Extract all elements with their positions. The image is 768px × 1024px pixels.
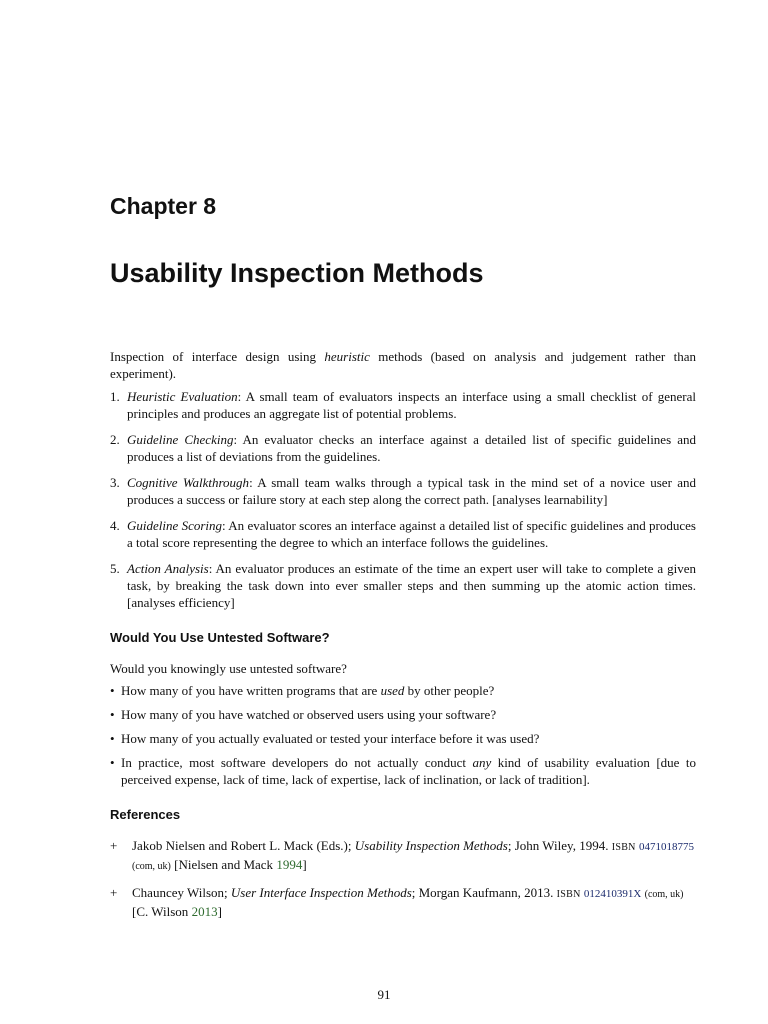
method-item: [110, 517, 696, 551]
method-description: : An evaluator scores an interface against a detailed list of specific guidelines and produces a total score representing the degree to which an interface follows the guidelines.: [127, 518, 696, 550]
citation-suffix: ]: [217, 904, 222, 919]
method-term: Heuristic Evaluation: [127, 389, 238, 404]
question-text-start: In practice, most software developers do not actually conduct: [121, 755, 473, 770]
reference-authors: Jakob Nielsen and Robert L. Mack (Eds.);: [132, 838, 355, 853]
citation-prefix: [C. Wilson: [132, 904, 192, 919]
bullet-marker: •: [110, 707, 115, 722]
method-term: Guideline Checking: [127, 432, 234, 447]
store-links[interactable]: (com, uk): [644, 889, 684, 900]
question-item: [110, 730, 696, 747]
isbn-label: ISBN: [611, 842, 636, 853]
chapter-title: Usability Inspection Methods: [110, 258, 484, 288]
page-body: [110, 348, 696, 929]
method-item: [110, 431, 696, 465]
reference-publisher: ; Morgan Kaufmann, 2013.: [411, 885, 557, 900]
question-emphasis: used: [380, 683, 405, 698]
method-number: 4.: [110, 518, 120, 533]
reference-title: Usability Inspection Methods: [354, 838, 508, 853]
method-item: [110, 560, 696, 611]
bullet-marker: •: [110, 683, 115, 698]
question-text-end: by other people?: [404, 683, 495, 698]
method-description: : An evaluator produces an estimate of the time an expert user will take to complete a given task, by breaking the task down into ever smaller steps and then summing up the atomic action times. [analyses efficiency]: [127, 561, 696, 610]
reference-title: User Interface Inspection Methods: [230, 885, 412, 900]
isbn-link[interactable]: 0471018775: [638, 841, 694, 853]
question-text-end: kind of usability evaluation [due to perceived expense, lack of time, lack of expertise, lack of inclination, or lack of tradition].: [121, 755, 696, 787]
chapter-label: Chapter 8: [110, 193, 217, 219]
reference-publisher: ; John Wiley, 1994.: [507, 838, 612, 853]
method-number: 1.: [110, 389, 120, 404]
page-number: 91: [377, 987, 391, 1002]
question-item: [110, 754, 696, 788]
method-number: 2.: [110, 432, 120, 447]
section-heading-untested: Would You Use Untested Software?: [110, 630, 330, 645]
reference-authors: Chauncey Wilson;: [132, 885, 231, 900]
method-item: [110, 474, 696, 508]
question-emphasis: any: [472, 755, 492, 770]
citation-prefix: [Nielsen and Mack: [174, 857, 277, 872]
question-item: [110, 706, 696, 723]
methods-list: [110, 388, 696, 611]
reference-marker: +: [110, 885, 118, 900]
untested-question: Would you knowingly use untested software?: [110, 661, 347, 676]
citation-year-link[interactable]: 2013: [191, 904, 218, 919]
intro-text-end: methods (based on analysis and judgement rather than experiment).: [110, 349, 697, 381]
method-term: Guideline Scoring: [127, 518, 223, 533]
method-number: 3.: [110, 475, 120, 490]
reference-marker: +: [110, 838, 118, 853]
questions-list: [110, 682, 696, 788]
isbn-label: ISBN: [556, 889, 581, 900]
section-heading-references: References: [110, 807, 181, 822]
method-term: Cognitive Walkthrough: [127, 475, 250, 490]
question-text: How many of you actually evaluated or tested your interface before it was used?: [121, 731, 540, 746]
bullet-marker: •: [110, 755, 115, 770]
intro-emphasis: heuristic: [324, 349, 370, 364]
method-description: : A small team of evaluators inspects an interface using a small checklist of general principles and produces an aggregate list of potential problems.: [127, 389, 697, 421]
references-list: [110, 837, 696, 920]
method-description: : An evaluator checks an interface against a detailed list of specific guidelines and produces a list of deviations from the guidelines.: [127, 432, 696, 464]
intro-paragraph: [110, 348, 696, 382]
method-description: : A small team walks through a typical task in the mind set of a novice user and produces a success or failure story at each step along the correct path. [analyses learnability]: [127, 475, 696, 507]
intro-text-start: Inspection of interface design using: [110, 349, 325, 364]
method-number: 5.: [110, 561, 120, 576]
store-links[interactable]: (com, uk): [132, 861, 171, 872]
question-text-start: How many of you have written programs that are: [121, 683, 381, 698]
reference-item: [110, 837, 696, 875]
question-item: [110, 682, 696, 699]
isbn-link[interactable]: 012410391X: [583, 888, 642, 900]
reference-item: [110, 884, 696, 920]
citation-suffix: ]: [302, 857, 307, 872]
question-text: How many of you have watched or observed users using your software?: [121, 707, 497, 722]
method-item: [110, 388, 696, 422]
citation-year-link[interactable]: 1994: [276, 857, 303, 872]
bullet-marker: •: [110, 731, 115, 746]
method-term: Action Analysis: [127, 561, 209, 576]
